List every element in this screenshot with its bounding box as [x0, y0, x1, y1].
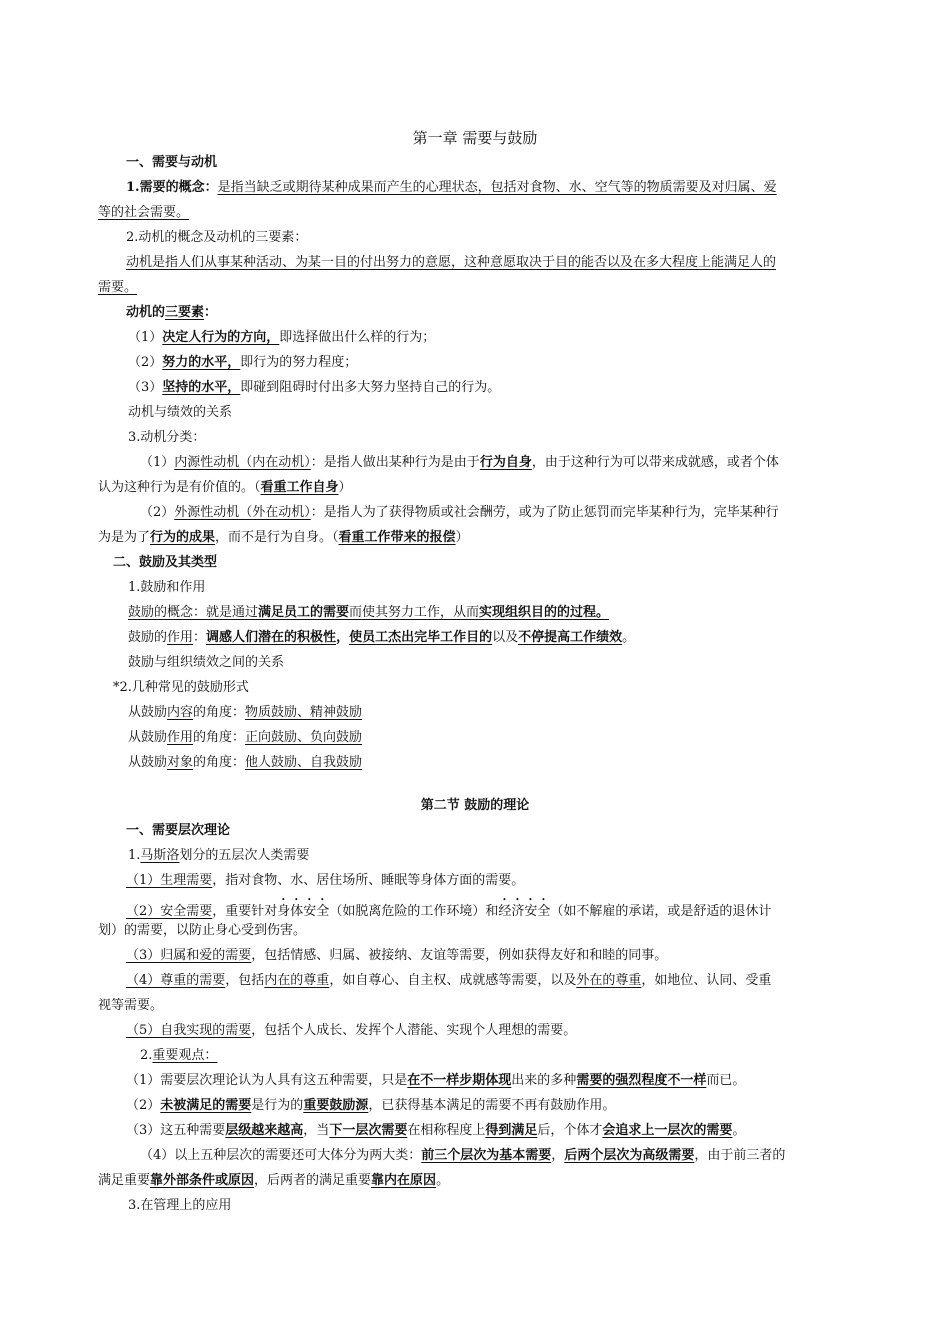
view-3: （3）这五种需要层级越来越高，当下一层次需要在相称程度上得到满足后，个体才会追求上一层次的需要。	[126, 1123, 746, 1138]
motive-definition-2: 需要。	[98, 280, 138, 295]
need-level-2: （2）安全需要，重要针对身体安全（如脱离危险的工作环境）和经济安全（如不解雇的承诺，或是舒适的退休计	[126, 904, 772, 919]
form-content: 从鼓励内容的角度：物质鼓励、精神鼓励	[128, 705, 363, 720]
management-application: 3.在管理上的应用	[128, 1198, 232, 1213]
need-concept-line	[126, 178, 886, 198]
hierarchy-heading: 一、需要层次理论	[126, 823, 231, 838]
intrinsic-motive-line-2: 认为这种行为是有价值的。（看重工作自身）	[98, 480, 352, 495]
view-1: （1）需要层次理论认为人具有这五种需要，只是在不一样步期体现出来的多种需要的强烈程度不一样而已。	[126, 1073, 746, 1088]
element-item-2: （2）努力的水平，即行为的努力程度；	[128, 355, 358, 370]
incentive-forms-heading: *2.几种常见的鼓励形式	[113, 680, 249, 695]
section-heading-incentives: 二、鼓励及其类型	[113, 555, 218, 570]
key-views-heading: 2.重要观点：	[140, 1048, 218, 1063]
form-target: 从鼓励对象的角度：他人鼓励、自我鼓励	[128, 755, 363, 770]
need-concept-text: 是指当缺乏或期待某种成果而产生的心理状态，包括对食物、水、空气等的物质需要及对归属、爱	[217, 180, 777, 195]
intrinsic-motive-line: （1）内源性动机（内在动机）：是指人做出某种行为是由于行为自身，由于这种行为可以带来成就感，或者个体	[140, 455, 779, 470]
view-2: （2）未被满足的需要是行为的重要鼓励源，已获得基本满足的需要不再有鼓励作用。	[126, 1098, 616, 1113]
motive-classification: 3.动机分类：	[128, 430, 206, 445]
motive-heading: 2.动机的概念及动机的三要素：	[126, 230, 308, 245]
section-heading-needs-motives: 一、需要与动机	[126, 155, 218, 170]
motive-performance: 动机与绩效的关系	[128, 405, 233, 420]
need-level-5: （5）自我实现的需要，包括个人成长、发挥个人潜能、实现个人理想的需要。	[126, 1023, 577, 1038]
incentive-org-performance: 鼓励与组织绩效之间的关系	[128, 655, 285, 670]
element-item-3: （3）坚持的水平，即碰到阻碍时付出多大努力坚持自己的行为。	[128, 380, 501, 395]
need-concept-line-2: 等的社会需要。	[98, 205, 190, 220]
need-level-2-cont: 划）的需要，以防止身心受到伤害。	[98, 923, 307, 938]
view-4-cont: 满足重要靠外部条件或原因，后两者的满足重要靠内在原因。	[98, 1173, 450, 1188]
view-4: （4）以上五种层次的需要还可大体分为两大类：前三个层次为基本需要，后两个层次为高级需要，由于前三者的	[140, 1148, 786, 1163]
need-level-4-cont: 视等需要。	[98, 998, 164, 1013]
incentive-role-heading: 1.鼓励和作用	[128, 580, 206, 595]
need-level-3: （3）归属和爱的需要，包括情感、归属、被接纳、友谊等需要，例如获得友好和和睦的同事。	[126, 948, 668, 963]
extrinsic-motive-line: （2）外源性动机（外在动机）：是指人为了获得物质或社会酬劳，或为了防止惩罚而完毕某种行为，完毕某种行	[140, 505, 779, 520]
incentive-role: 鼓励的作用：调感人们潜在的积极性，使员工杰出完毕工作目的以及不停提高工作绩效。	[128, 630, 636, 645]
need-level-4: （4）尊重的需要，包括内在的尊重，如自尊心、自主权、成就感等需要，以及外在的尊重，如地位、认同、受重	[126, 973, 772, 988]
incentive-concept: 鼓励的概念：就是通过满足员工的需要而使其努力工作，从而实现组织目的的过程。	[128, 605, 610, 620]
section-2-title: 第二节 鼓励的理论	[420, 798, 530, 813]
element-item-1: （1）决定人行为的方向，即选择做出什么样的行为；	[128, 330, 436, 345]
chapter-title: 第一章 需要与鼓励	[412, 129, 538, 147]
need-concept-label: 1.需要的概念：	[126, 180, 218, 195]
maslow-line: 1.马斯洛划分的五层次人类需要	[128, 848, 310, 863]
motive-definition: 动机是指人们从事某种活动、为某一目的付出努力的意愿，这种意愿取决于目的能否以及在多大程度上能满足人的	[126, 255, 777, 270]
extrinsic-motive-line-2: 为是为了行为的成果，而不是行为自身。（看重工作带来的报偿）	[98, 530, 469, 545]
need-level-1: （1）生理需要，指对食物、水、居住场所、睡眠等身体方面的需要。	[126, 873, 525, 888]
form-effect: 从鼓励作用的角度：正向鼓励、负向鼓励	[128, 730, 363, 745]
three-elements-label: 动机的三要素：	[126, 305, 218, 320]
